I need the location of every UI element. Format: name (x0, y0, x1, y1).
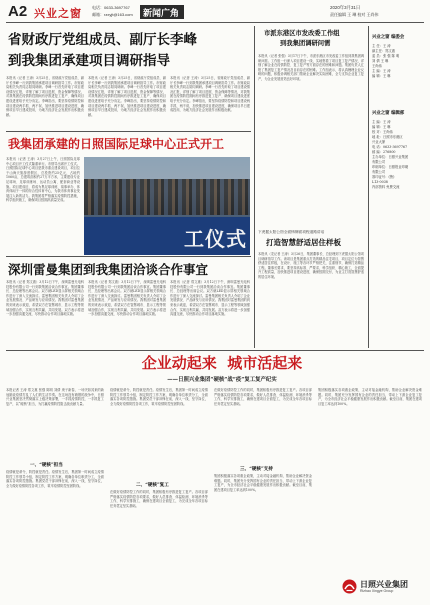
feature-col1-cont: 疫情就是命令，防控就是责任。疫情发生后，集团第一时间成立疫情防控工作领导小组，制定防控工作方案，明确各单位职责分工，全面落实各项防控措施。集团党员干部冲锋在前，深入一线，坚守岗位，全力做好疫情防控各项工作，筑牢疫情防控坚固防线。 (6, 470, 104, 488)
article-body-col1: 本报讯（记者 王涛）3月25日，省财政厅党组成员、副厅长李峰一行到我集团承建项目调研指导工作。市财政局相关负责同志陪同调研。李峰一行首先听取了项目建设情况汇报，详细了解了项目进展、资金保障等情况，对我集团在疫情防控期间有序推进复工复产、确保项目建设进度给予充分肯定。李峰指出，要坚持疫情防控和项目建设两手抓、两不误，加快推进项目建设进度，确保项目早日建成投用，为地方经济社会发展作出积极贡献。 (6, 76, 84, 117)
feature-subhead-3: 三、“硬核”支持 (240, 467, 273, 472)
board-line: 编 辑：王 琳 (372, 74, 391, 78)
feature-subtitle: ——日照兴业集团“硬核”战“疫”复工复产纪实 (167, 377, 277, 383)
masthead-divider (6, 22, 424, 23)
headline-line2: 到我集团调研问需 (280, 40, 331, 47)
office-line: 地 址：日照市东港区 (372, 135, 403, 139)
headline: 我集团承建的日照国际足球中心正式开工 (8, 137, 225, 151)
headline-line1: 市派东港区市发改委工作组 (264, 30, 340, 37)
article-body: 本报讯（记者 王涛）3月27日上午，日照国际足球中心项目开工仪式隆重举行。市领导出席开工仪式。日照国际足球中心项目是我市重点建设项目，项目位于山海天旅游度假区，总投资约25亿元，占地约1060亩，总建筑面积约27万平方米，主要建设专业足球场、足球训练场、运动员公寓、配套商业等设施。项目建成后，将成为集足球训练、赛事举办、体育休闲于一体的综合性体育中心，为我市体育事业发展注入新的活力。我集团将严格落实疫情防控措施，科学组织施工，确保项目按期高质量完成。 (6, 157, 80, 203)
divider (6, 256, 251, 257)
office-line: 有限公司 (372, 170, 386, 174)
editorial-office-title: 兴业之窗 编辑部 (372, 111, 405, 116)
editorial-board-title: 兴业之窗 编委会 (372, 35, 405, 40)
feature-col3: 在做好疫情防控工作的同时，集团积极有序推进复工复产。各项目部严格落实疫情防控各项要求，做好人员排查、体温检测、环境消杀等工作，科学安排施工，确保在建项目全面复工，为完成全年各项目标任务奠定坚实基础。 (214, 388, 312, 406)
sidebar (372, 28, 426, 348)
headline: 深圳雷曼集团到我集团洽谈合作事宜 (8, 262, 209, 277)
sidebar-divider (368, 26, 369, 348)
editor-line: 责任编辑 王 琳 校对 王尚伟 (330, 12, 379, 17)
feature-subhead-1: 一、“硬核”担当 (30, 463, 63, 468)
stage-caption: 工仪式 (184, 227, 247, 251)
divider (6, 131, 251, 132)
issue-date: 2020年3月31日 (330, 5, 361, 10)
board-line: 主 编：王 涛 (372, 69, 391, 73)
board-line: 主 任：王 涛 (372, 44, 391, 48)
masthead (0, 0, 430, 24)
paper-name: 兴业之窗 (34, 7, 82, 20)
board-line: 副主任：郑文惠 (372, 49, 396, 53)
column-divider (254, 26, 255, 348)
article-body-col3: 本报讯（记者 王涛）3月25日，省财政厅党组成员、副厅长李峰一行到我集团承建项目调研指导工作。市财政局相关负责同志陪同调研。李峰一行首先听取了项目建设情况汇报，详细了解了项目进展、资金保障等情况，对我集团在疫情防控期间有序推进复工复产、确保项目建设进度给予充分肯定。李峰指出，要坚持疫情防控和项目建设两手抓、两不误，加快推进项目建设进度，确保项目早日建成投用，为地方经济社会发展作出积极贡献。 (170, 76, 250, 113)
feature-col4: 集团积极落实各项惠企政策，主动对接金融机构，帮助企业解决资金难题。同时，集团充分发挥国有企业的责任担当，带动上下游企业复工复产，为全市经济社会平稳健康发展作出积极贡献。截至目前，集团在建项目复工率达到100%。 (318, 388, 422, 406)
office-line: 准印证号：(鲁) (372, 175, 395, 179)
feature-col1: 本报记者 王涛 郑文惠 张强 陈明 刘倩 庚子新春，一场突如其来的新冠肺炎疫情打乱了人们的生活节奏。在这场没有硝烟的战争中，日照兴业集团坚决贯彻落实上级决策部署，一手抓疫情防控，一手抓复工复产，以“硬核”担当，为打赢疫情防控阻击战贡献力量。 (6, 388, 104, 406)
feature-col2-cont: 在做好疫情防控工作的同时，集团积极有序推进复工复产。各项目部严格落实疫情防控各项要求，做好人员排查、体温检测、环境消杀等工作，科学安排施工，确保在建项目全面复工，为完成全年各项目标任务奠定坚实基础。 (110, 490, 208, 508)
logo-subtext: Rizhao Xingye Group (360, 589, 394, 593)
headline-line1: 省财政厅党组成员、副厅长李峰 (8, 32, 197, 48)
board-line: 刘 倩 王 琳 (372, 59, 389, 63)
office-line: 电 话：0633-3697767 (372, 145, 408, 149)
logo-text: 日照兴业集团 (360, 580, 408, 589)
feature-subhead-2: 二、“硬核”复工 (136, 483, 169, 488)
office-line: 印刷单位：日照报业印刷 (372, 165, 409, 169)
article-body-col1: 本报讯（记者 郑文惠）3月12日下午，深圳雷曼光电科技股份有限公司一行到我集团洽谈合作事宜。集团董事长、总经理等出席会议。双方就LED显示屏相关领域合作进行了深入交流探讨。雷曼集团相关负责人介绍了企业发展情况、产品研发与应用情况。我集团对雷曼集团的到来表示欢迎，希望双方在智慧城市、显示工程等领域加强合作，实现互利共赢，共同发展。双方表示将进一步加强沟通交流，尽快推动合作项目落地实施。 (6, 280, 84, 317)
office-line: 校 对：王尚伟 (372, 130, 393, 134)
article-development-commission (258, 26, 366, 226)
editorial-office-list (372, 120, 426, 220)
office-line: 编 辑：王 琳 (372, 125, 391, 129)
office-line: 内部资料 免费交流 (372, 185, 400, 189)
article-body: 本报讯（记者 张强）3月17日下午，市派东港区市发改委工作组到我集团调研问需。工作组一行深入项目建设一线，实地察看了项目复工复产情况，详细了解企业在疫情防控、复工复产等方面存在的困难和问题。集团负责人汇报了集团复工复产情况及目前存在的困难。工作组表示，将认真梳理企业反映的问题，积极协调相关部门帮助企业解决实际困难，全力支持企业复工复产，为企业发展营造良好环境。 (258, 54, 364, 81)
feature-story (6, 352, 424, 602)
board-line: 王尚伟 (372, 64, 382, 68)
feature-col2: 疫情就是命令，防控就是责任。疫情发生后，集团第一时间成立疫情防控工作领导小组，制定防控工作方案，明确各单位职责分工，全面落实各项防控措施。集团党员干部冲锋在前，深入一线，坚守岗位，全力做好疫情防控各项工作，筑牢疫情防控坚固防线。 (110, 388, 208, 406)
group-logo (342, 578, 422, 598)
contact-phone: 电话：0633-3697767 (92, 5, 130, 10)
article-provincial-finance-visit (6, 26, 251, 130)
page-number: A2 (8, 3, 28, 20)
section-title: 新闻广角 (143, 9, 180, 19)
logo-mark-icon (342, 579, 357, 594)
headline-line2: 到我集团承建项目调研指导 (8, 53, 170, 69)
contact-email: 邮箱：rzxyjt@163.com (92, 12, 133, 17)
office-line: 邮 编：276800 (372, 150, 396, 154)
office-line: 有限公司 (372, 160, 386, 164)
feature-top-rule (6, 350, 424, 351)
article-body-col2: 本报讯（记者 王涛）3月25日，省财政厅党组成员、副厅长李峰一行到我集团承建项目调研指导工作。市财政局相关负责同志陪同调研。李峰一行首先听取了项目建设情况汇报，详细了解了项目进展、资金保障等情况，对我集团在疫情防控期间有序推进复工复产、确保项目建设进度给予充分肯定。李峰指出，要坚持疫情防控和项目建设两手抓、两不误，加快推进项目建设进度，确保项目早日建成投用，为地方经济社会发展作出积极贡献。 (88, 76, 166, 117)
article-body: 本报讯（龙记者 王涛）3月26日，集团董事长、总经理到下虎据太阳公馆项目调研指导工作。该项目是集团重点打造的精品住宅项目，项目定位为智慧舒适居住样板，在设计、施工等各环节严格把关，注重细节，确保打造精品工程。董事长要求，要坚持高标准、严要求，科学组织、精心施工，全面提升工程质量，加快推进项目建设进度，确保按期交付，为业主打造智慧舒适的居住环境。 (258, 252, 364, 279)
office-line: 主办单位：日照兴业集团 (372, 155, 409, 159)
kicker: 下虎据太阳公馆全面铸牌面项程道路讲话 (258, 230, 325, 234)
feature-headline: 企业动起来 城市活起来 (141, 354, 303, 372)
headline: 打造智慧舒适居住样板 (266, 238, 341, 247)
crowd (84, 179, 250, 215)
office-line: L13-0038 (372, 180, 388, 184)
article-body-col2: 本报讯（记者 郑文惠）3月12日下午，深圳雷曼光电科技股份有限公司一行到我集团洽谈合作事宜。集团董事长、总经理等出席会议。双方就LED显示屏相关领域合作进行了深入交流探讨。雷曼集团相关负责人介绍了企业发展情况、产品研发与应用情况。我集团对雷曼集团的到来表示欢迎，希望双方在智慧城市、显示工程等领域加强合作，实现互利共赢，共同发展。双方表示将进一步加强沟通交流，尽快推动合作项目落地实施。 (88, 280, 166, 317)
article-shenzhen-leyard (6, 258, 251, 348)
article-football-center (6, 133, 251, 255)
board-line: 委 员：张 强 陈 明 (372, 54, 400, 58)
article-body-col3: 本报讯（记者 郑文惠）3月12日下午，深圳雷曼光电科技股份有限公司一行到我集团洽谈合作事宜。集团董事长、总经理等出席会议。双方就LED显示屏相关领域合作进行了深入交流探讨。雷曼集团相关负责人介绍了企业发展情况、产品研发与应用情况。我集团对雷曼集团的到来表示欢迎，希望双方在智慧城市、显示工程等领域加强合作，实现互利共赢，共同发展。双方表示将进一步加强沟通交流，尽快推动合作项目落地实施。 (170, 280, 250, 317)
article-smart-residence (258, 228, 366, 348)
office-line: 主 编：王 涛 (372, 120, 391, 124)
office-line: 兴业大厦 (372, 140, 386, 144)
feature-col3-cont: 集团积极落实各项惠企政策，主动对接金融机构，帮助企业解决资金难题。同时，集团充分发挥国有企业的责任担当，带动上下游企业复工复产，为全市经济社会平稳健康发展作出积极贡献。截至目前，集团在建项目复工率达到100%。 (214, 474, 312, 492)
groundbreaking-photo (84, 157, 250, 255)
